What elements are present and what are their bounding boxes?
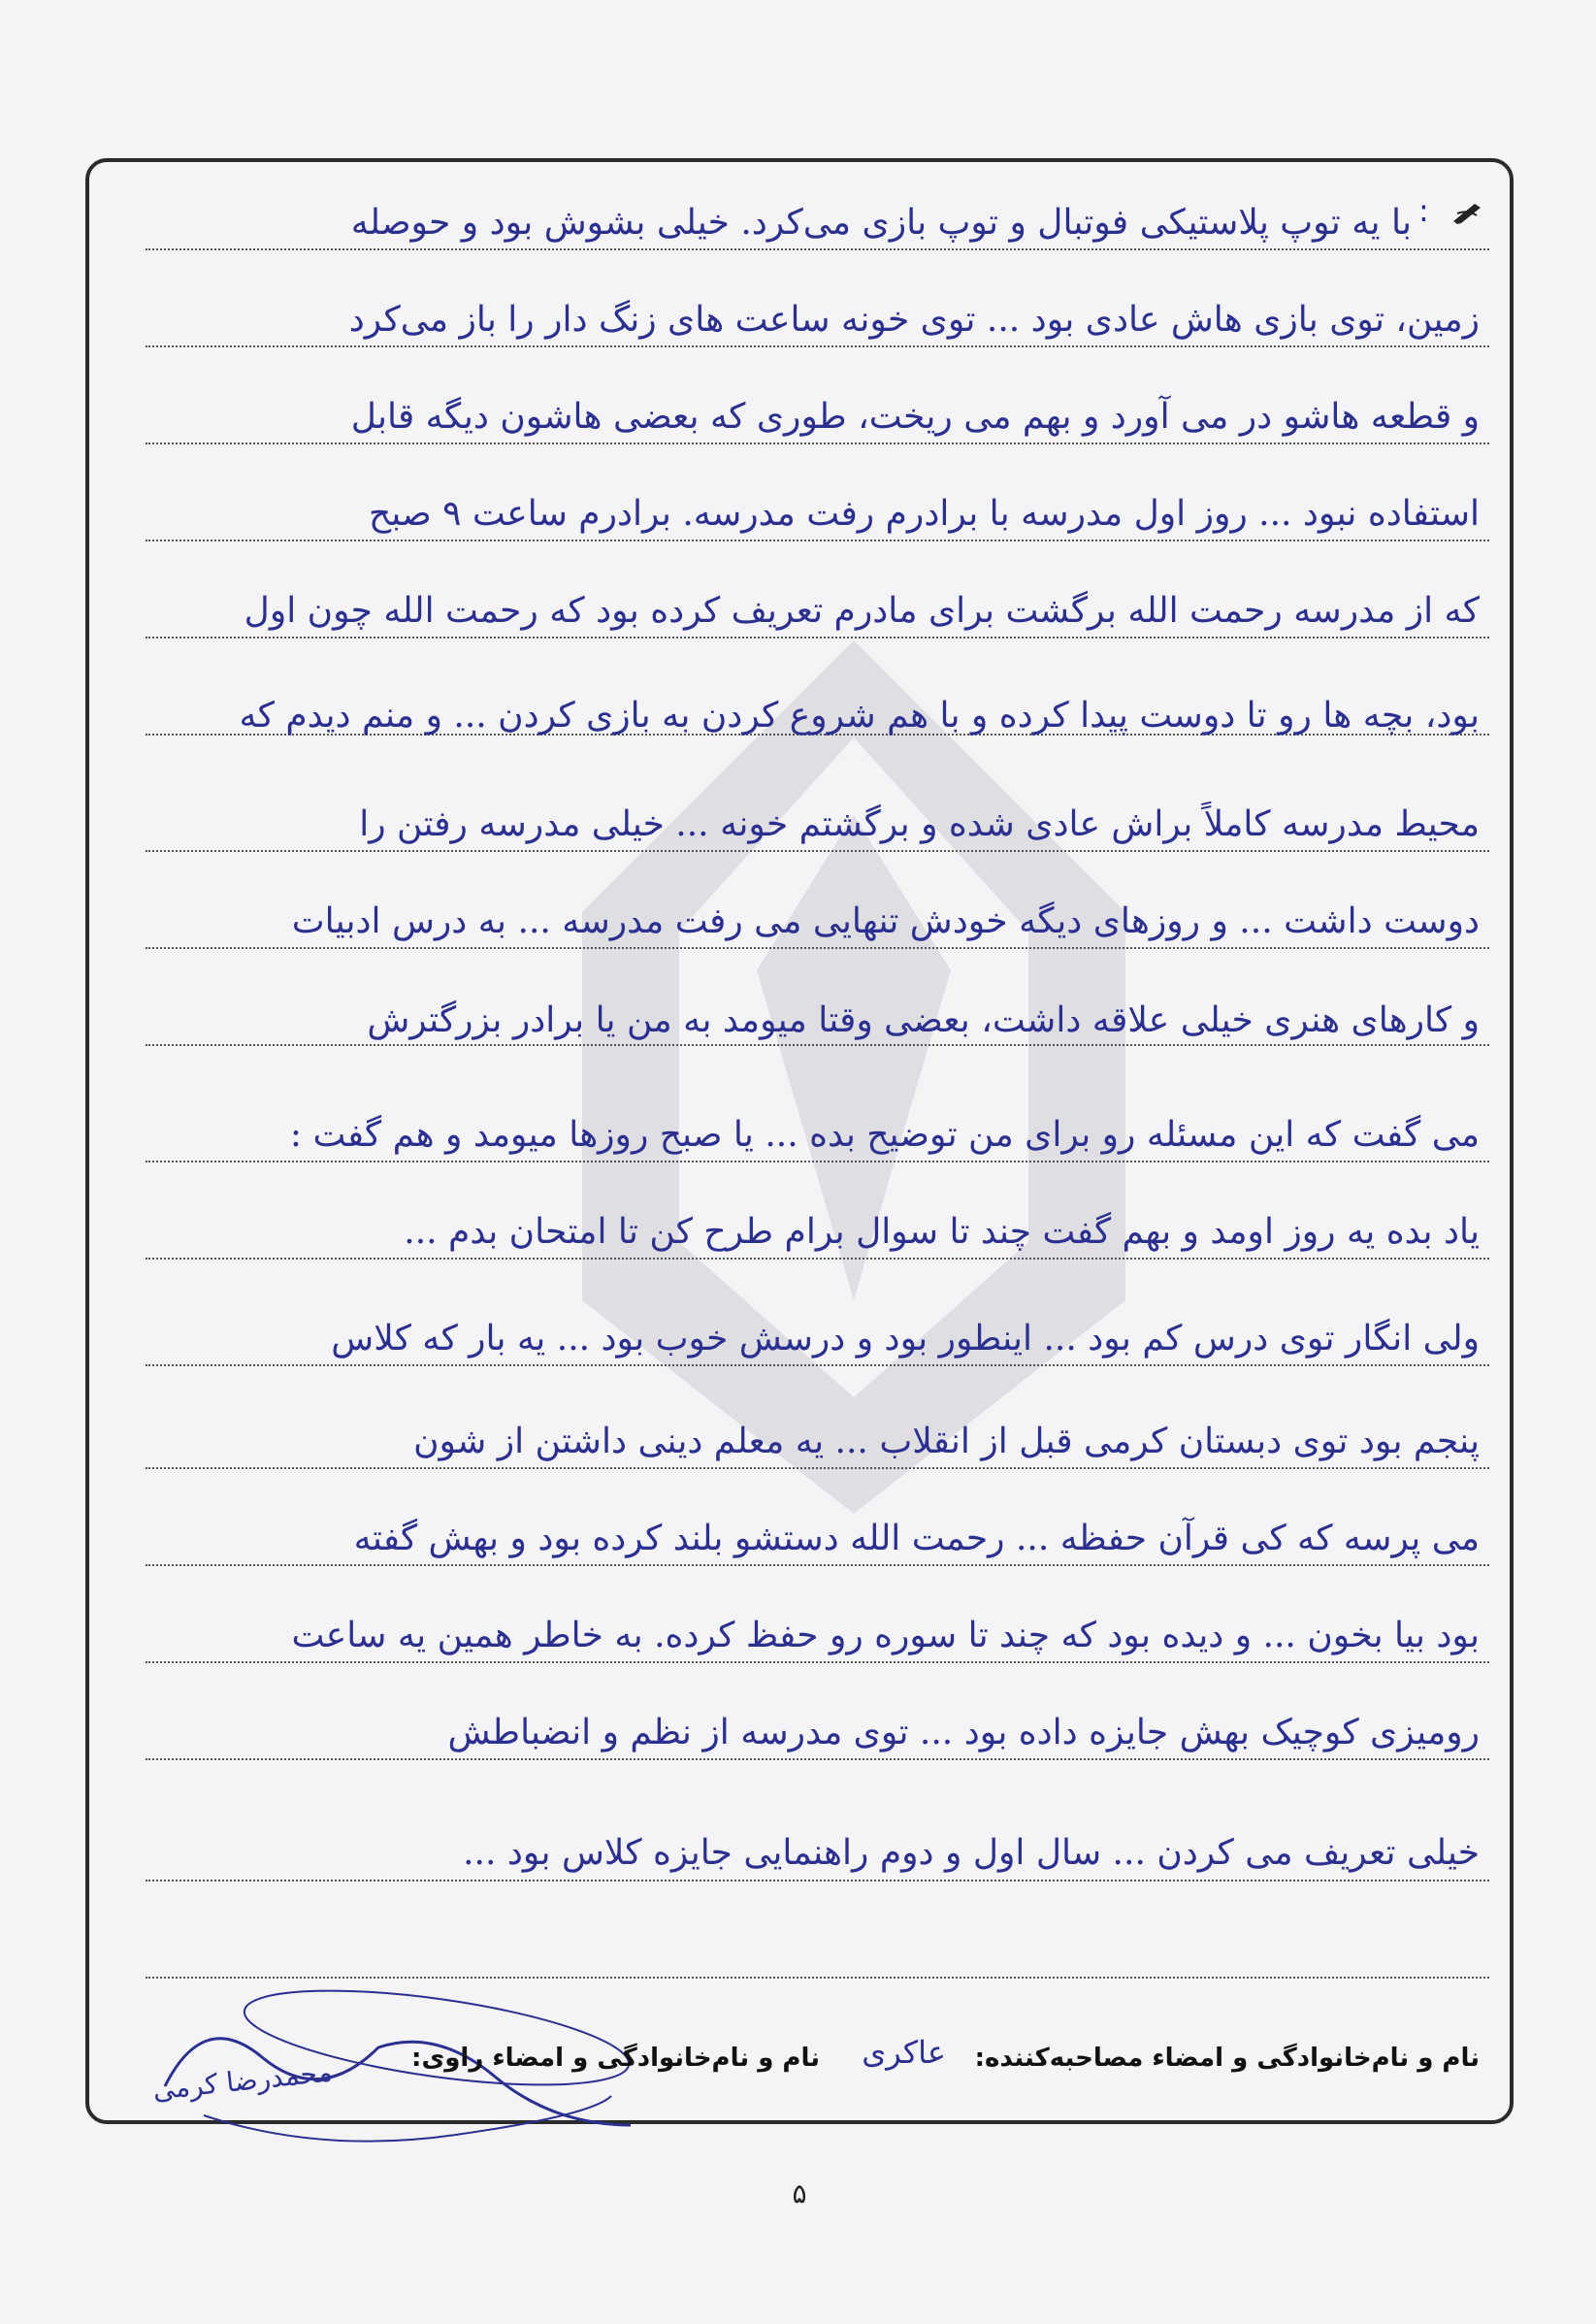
pen-icon — [1451, 200, 1484, 225]
handwritten-line: یاد بده یه روز اومد و بهم گفت چند تا سوال برام طرح کن تا امتحان بدم ... — [404, 1212, 1480, 1252]
handwritten-line: و قطعه هاشو در می آورد و بهم می ریخت، طوری که بعضی هاشون دیگه قابل — [350, 397, 1480, 437]
handwritten-line: و کارهای هنری خیلی علاقه داشت، بعضی وقتا میومد به من یا برادر بزرگترش — [367, 1000, 1480, 1040]
handwritten-line: استفاده نبود ... روز اول مدرسه با برادرم رفت مدرسه. برادرم ساعت ۹ صبح — [368, 494, 1480, 534]
colon-mark: : — [1418, 192, 1429, 229]
handwritten-line: بود بیا بخون ... و دیده بود که چند تا سوره رو حفظ کرده. به خاطر همین یه ساعت — [291, 1616, 1480, 1655]
interviewer-name: عاکری — [862, 2034, 946, 2071]
page-number: ۵ — [792, 2177, 807, 2209]
handwritten-line: با یه توپ پلاستیکی فوتبال و توپ بازی می‌کرد. خیلی بشوش بود و حوصله — [350, 203, 1412, 243]
handwritten-line: محیط مدرسه کاملاً براش عادی شده و برگشتم خونه ... خیلی مدرسه رفتن را — [359, 804, 1480, 844]
handwritten-line: دوست داشت ... و روزهای دیگه خودش تنهایی می رفت مدرسه ... به درس ادبیات — [291, 901, 1480, 941]
handwritten-line: رومیزی کوچیک بهش جایزه داده بود ... توی مدرسه از نظم و انضباطش — [447, 1713, 1480, 1752]
handwritten-line: ولی انگار توی درس کم بود ... اینطور بود و درسش خوب بود ... یه بار که کلاس — [331, 1319, 1480, 1358]
interviewer-label: نام و نام‌خانوادگی و امضاء مصاحبه‌کننده: — [974, 2044, 1480, 2073]
handwritten-line: می پرسه که کی قرآن حفظه ... رحمت الله دستشو بلند کرده بود و بهش گفته — [353, 1519, 1480, 1558]
handwritten-line: خیلی تعریف می کردن ... سال اول و دوم راهنمایی جایزه کلاس بود ... — [463, 1833, 1480, 1873]
handwritten-line: زمین، توی بازی هاش عادی بود ... توی خونه ساعت های زنگ دار را باز می‌کرد — [348, 300, 1480, 340]
handwritten-line: که از مدرسه رحمت الله برگشت برای مادرم تعریف کرده بود که رحمت الله چون اول — [244, 591, 1480, 631]
handwritten-line: بود، بچه ها رو تا دوست پیدا کرده و با هم شروع کردن به بازی کردن ... و منم دیدم که — [239, 696, 1480, 736]
narrator-signature-text: محمدرضا کرمی — [150, 2055, 335, 2107]
footer-signatures — [107, 2028, 1499, 2096]
handwritten-line: می گفت که این مسئله رو برای من توضیح بده ... یا صبح روزها میومد و هم گفت : — [289, 1115, 1480, 1155]
handwritten-line: پنجم بود توی دبستان کرمی قبل از انقلاب ... یه معلم دینی داشتن از شون — [413, 1422, 1480, 1461]
narrator-label: نام و نام‌خانوادگی و امضاء راوی: — [411, 2044, 820, 2073]
